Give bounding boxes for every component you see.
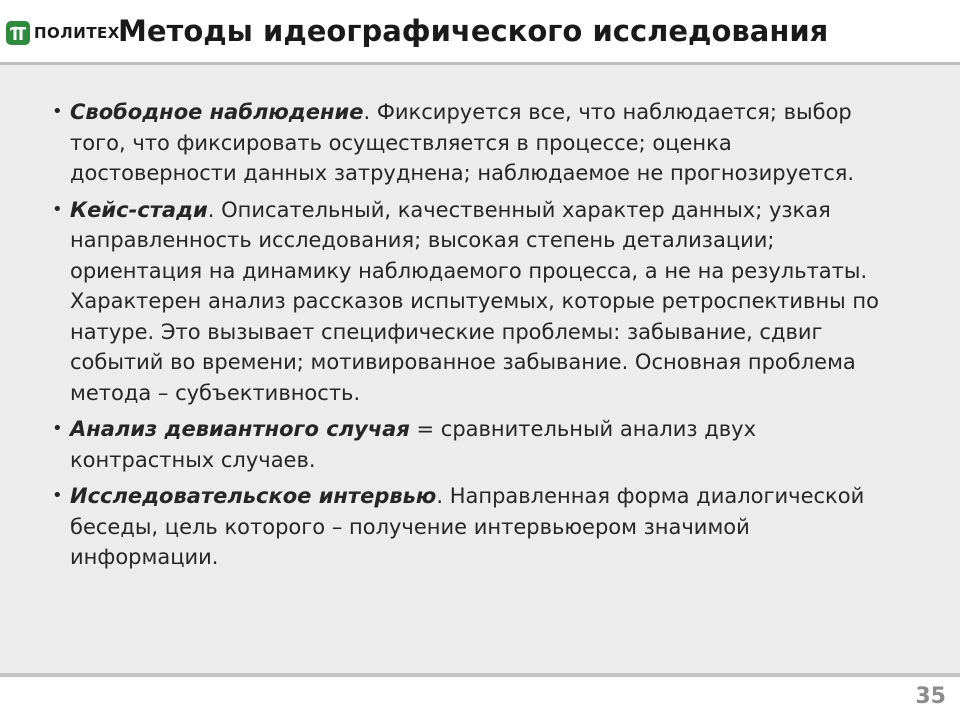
bullet-dot-icon: • xyxy=(52,485,63,506)
pi-logo-glyph xyxy=(9,25,27,41)
bullet-term: Кейс-стади xyxy=(70,197,208,222)
logo-text: ПОЛИТЕХ xyxy=(34,24,120,42)
bullet-text: . Фиксируется все, что наблюдается; выбор того, что фиксировать осуществляется в процессе; оценка достоверности данных затруднена; наблюдаемое не прогнозируется. xyxy=(70,100,855,185)
slide-header xyxy=(0,0,960,62)
bullet-term: Исследовательское интервью xyxy=(70,484,437,508)
bullet-dot-icon: • xyxy=(52,101,63,122)
slide-content xyxy=(0,65,960,673)
pi-logo-icon xyxy=(6,21,30,45)
bullet-term: Свободное наблюдение xyxy=(70,100,364,124)
page-number: 35 xyxy=(915,684,946,709)
bullet-term: Анализ девиантного случая xyxy=(70,417,410,441)
bullet-item xyxy=(52,97,902,189)
bullet-text: = сравнительный анализ двух контрастных случаев. xyxy=(70,417,757,472)
logo xyxy=(6,18,120,48)
bullet-list xyxy=(52,97,902,579)
bullet-item xyxy=(52,195,902,409)
bullet-dot-icon: • xyxy=(52,198,63,220)
bullet-text: . Направленная форма диалогической беседы, цель которого – получение интервьюером значимой информации. xyxy=(70,484,865,569)
bullet-item xyxy=(52,414,902,475)
bullet-item xyxy=(52,481,902,573)
slide-title: Методы идеографического исследования xyxy=(118,14,829,48)
footer-divider xyxy=(0,673,960,677)
bullet-text: . Описательный, качественный характер данных; узкая направленность исследования; высокая степень детализации; ориентация на динамику наблюдаемого процесса, а не на результаты. Характерен анализ рассказов испытуемых, которые ретроспективны по натуре. Это вызывает специфические проблемы: забывание, сдвиг событий во времени; мотивированное забывание. Основная проблема метода – субъективность. xyxy=(70,197,880,405)
bullet-dot-icon: • xyxy=(52,418,63,439)
